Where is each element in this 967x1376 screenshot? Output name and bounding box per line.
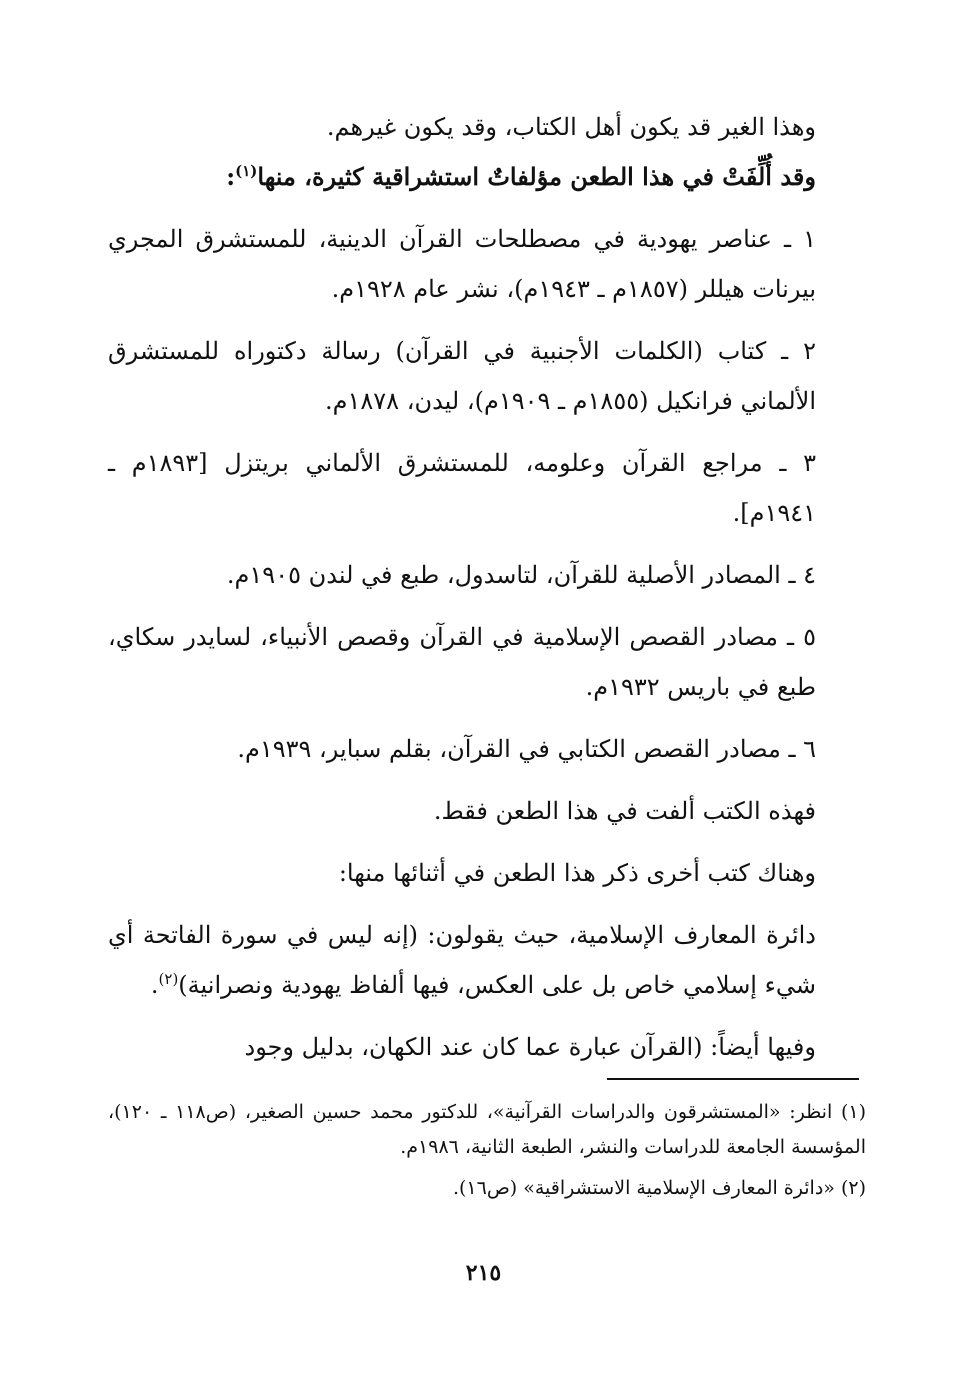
- bold-heading-paragraph: [108, 152, 866, 202]
- bold-heading-text: وقد أُلِّفَتْ في هذا الطعن مؤلفاتٌ استشراقية كثيرة، منها: [257, 162, 816, 191]
- list-item-4: ٤ ـ المصادر الأصلية للقرآن، لتاسدول، طبع في لندن ١٩٠٥م.: [226, 561, 816, 589]
- encyclopedia-paragraph: [108, 910, 866, 1010]
- footnote-2: (٢) «دائرة المعارف الإسلامية الاستشراقية» (ص١٦).: [452, 1177, 866, 1199]
- intro-paragraph: وهذا الغير قد يكون أهل الكتاب، وقد يكون غيرهم.: [326, 113, 816, 141]
- footnote-divider: [607, 1078, 859, 1080]
- list-item-6: ٦ ـ مصادر القصص الكتابي في القرآن، بقلم سباير، ١٩٣٩م.: [237, 735, 816, 763]
- encyclopedia-end: .: [150, 971, 159, 999]
- bold-heading-colon: :: [226, 162, 236, 191]
- footnote-ref-1: (١): [235, 162, 258, 180]
- footnotes-section: [108, 1095, 866, 1206]
- list-item-2: ٢ ـ كتاب (الكلمات الأجنبية في القرآن) رسالة دكتوراه للمستشرق الألماني فرانكيل (١٨٥٥م ـ ١٩٠٩م)، ليدن، ١٨٧٨م.: [108, 337, 816, 415]
- page-number: ٢١٥: [465, 1260, 502, 1286]
- after-list-paragraph-1: فهذه الكتب ألفت في هذا الطعن فقط.: [433, 797, 816, 825]
- list-item-1: ١ ـ عناصر يهودية في مصطلحات القرآن الدينية، للمستشرق المجري بيرنات هيللر (١٨٥٧م ـ ١٩٤٣م)، نشر عام ١٩٢٨م.: [108, 225, 816, 303]
- encyclopedia-text: دائرة المعارف الإسلامية، حيث يقولون: (إنه ليس في سورة الفاتحة أي شيء إسلامي خاص بل على العكس، فيها ألفاظ يهودية ونصرانية): [108, 921, 816, 999]
- list-item-3: ٣ ـ مراجع القرآن وعلومه، للمستشرق الألماني بريتزل [١٨٩٣م ـ ١٩٤١م].: [108, 449, 816, 527]
- footnote-ref-2: (٢): [158, 970, 179, 988]
- list-item-5: ٥ ـ مصادر القصص الإسلامية في القرآن وقصص الأنبياء، لسايدر سكاي، طبع في باريس ١٩٣٢م.: [108, 623, 816, 701]
- last-line-paragraph: وفيها أيضاً: (القرآن عبارة عما كان عند الكهان، بدليل وجود: [244, 1033, 816, 1061]
- footnote-1: (١) انظر: «المستشرقون والدراسات القرآنية»، للدكتور محمد حسين الصغير، (ص١١٨ ـ ١٢٠)، المؤسسة الجامعة للدراسات والنشر، الطبعة الثانية، ١٩٨٦م.: [108, 1101, 866, 1158]
- after-list-paragraph-2: وهناك كتب أخرى ذكر هذا الطعن في أثنائها منها:: [338, 859, 816, 887]
